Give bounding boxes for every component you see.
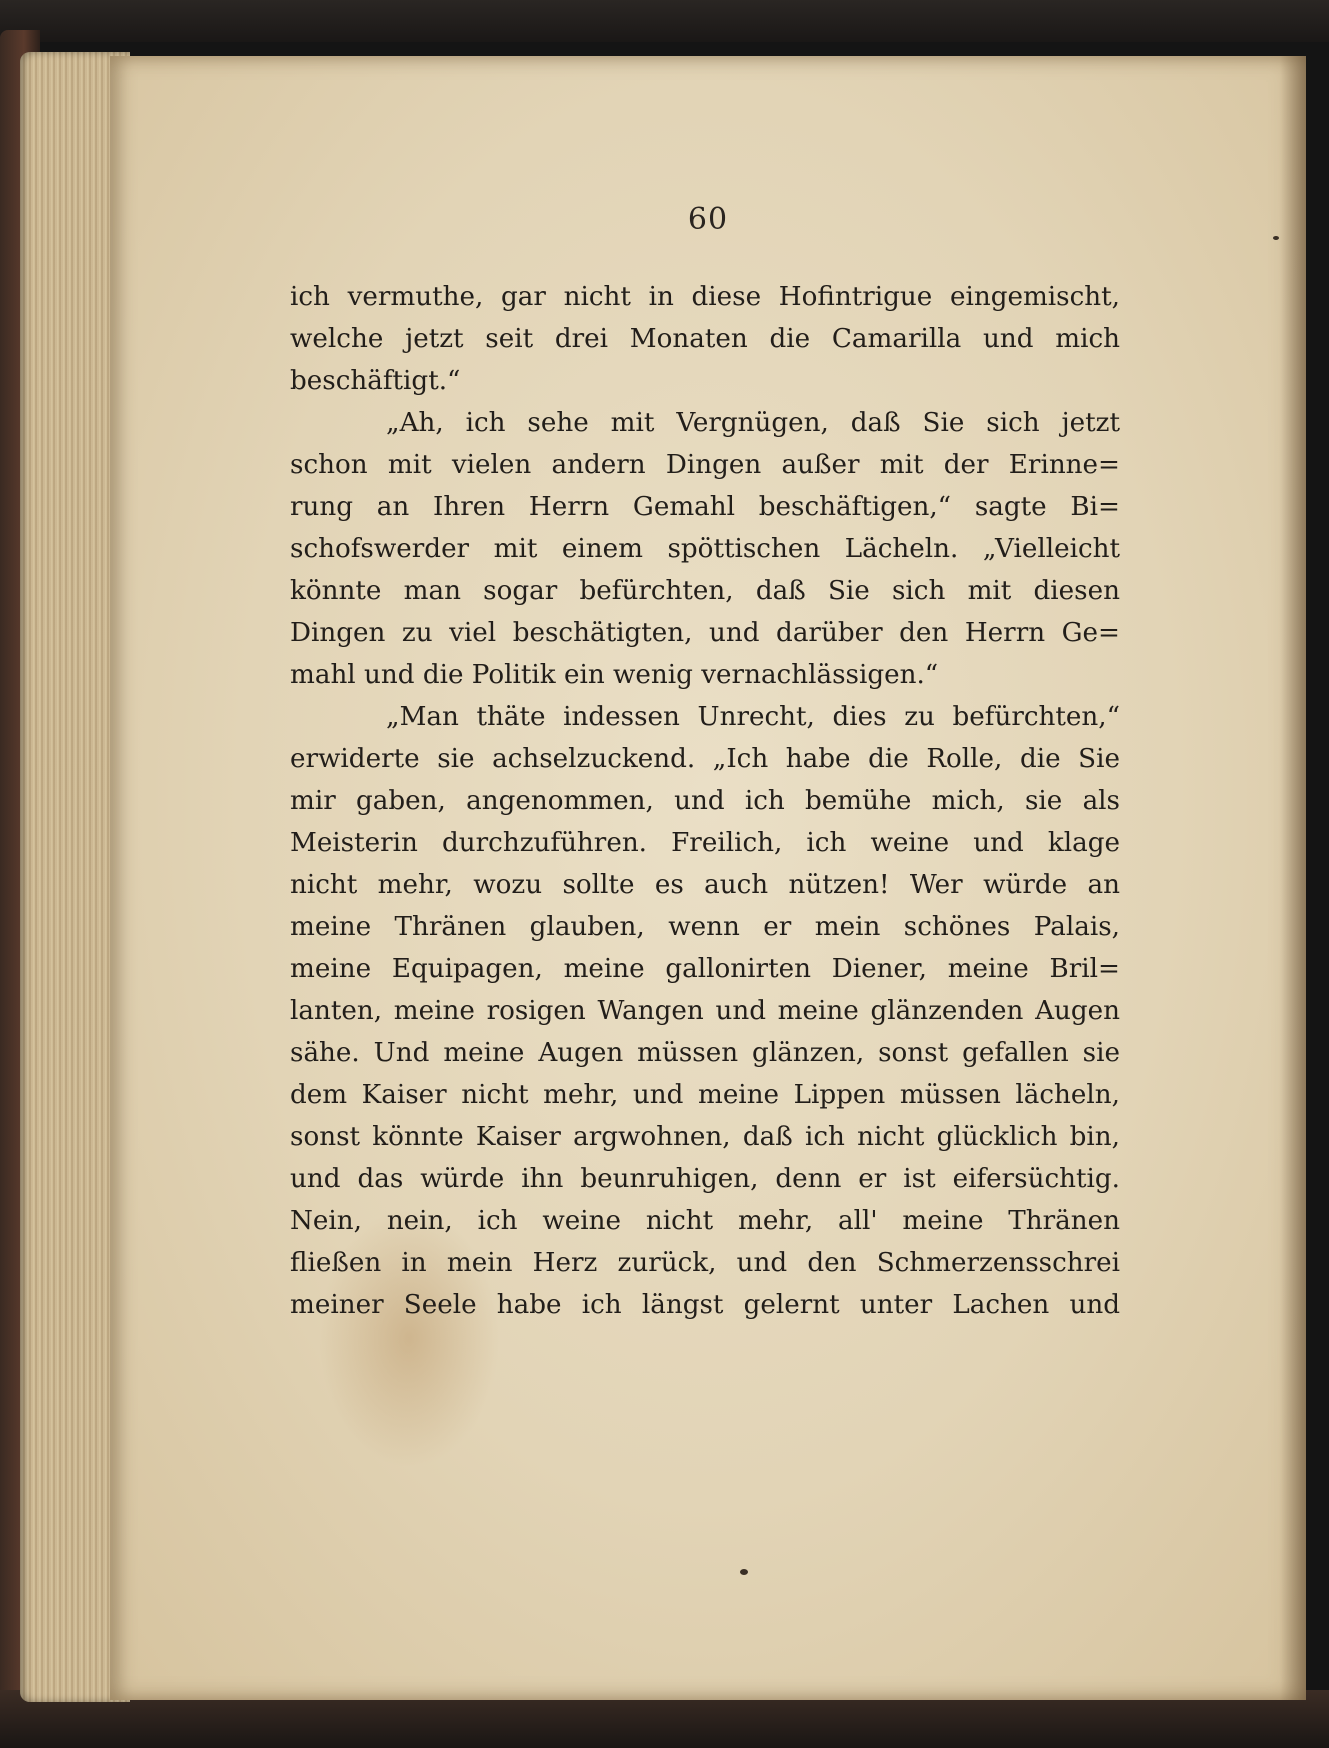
text-line: meiner Seele habe ich längst gelernt unter Lachen und bbox=[290, 1290, 1120, 1320]
text-line: welche jetzt seit drei Monaten die Camarilla und mich bbox=[290, 324, 1120, 354]
text-line: ich vermuthe, gar nicht in diese Hofintrigue eingemischt, bbox=[290, 282, 1120, 312]
text-line: mahl und die Politik ein wenig vernachlässigen.“ bbox=[290, 660, 939, 690]
text-line: mir gaben, angenommen, und ich bemühe mich, sie als bbox=[290, 786, 1120, 816]
text-line: „Man thäte indessen Unrecht, dies zu befürchten,“ bbox=[386, 702, 1120, 732]
text-line: meine Equipagen, meine gallonirten Diener, meine Bril= bbox=[290, 954, 1120, 984]
text-line: Meisterin durchzuführen. Freilich, ich weine und klage bbox=[290, 828, 1120, 858]
text-line: beschäftigt.“ bbox=[290, 366, 461, 396]
text-line: dem Kaiser nicht mehr, und meine Lippen müssen lächeln, bbox=[290, 1080, 1120, 1110]
book-page bbox=[110, 56, 1306, 1700]
text-line: sonst könnte Kaiser argwohnen, daß ich nicht glücklich bin, bbox=[290, 1122, 1120, 1152]
text-line: schon mit vielen andern Dingen außer mit der Erinne= bbox=[290, 450, 1120, 480]
text-line: schofswerder mit einem spöttischen Lächeln. „Vielleicht bbox=[290, 534, 1120, 564]
ink-speck bbox=[740, 1569, 748, 1575]
text-line: sähe. Und meine Augen müssen glänzen, sonst gefallen sie bbox=[290, 1038, 1120, 1068]
text-line: meine Thränen glauben, wenn er mein schönes Palais, bbox=[290, 912, 1120, 942]
page-shadow bbox=[1280, 56, 1306, 1700]
text-line: „Ah, ich sehe mit Vergnügen, daß Sie sich jetzt bbox=[386, 408, 1120, 438]
text-line: lanten, meine rosigen Wangen und meine glänzenden Augen bbox=[290, 996, 1120, 1026]
page-number: 60 bbox=[687, 202, 729, 237]
text-line: und das würde ihn beunruhigen, denn er ist eifersüchtig. bbox=[290, 1164, 1120, 1194]
body-text bbox=[290, 276, 1120, 1326]
text-line: nicht mehr, wozu sollte es auch nützen! Wer würde an bbox=[290, 870, 1120, 900]
text-line: Nein, nein, ich weine nicht mehr, all' meine Thränen bbox=[290, 1206, 1120, 1236]
text-line: erwiderte sie achselzuckend. „Ich habe die Rolle, die Sie bbox=[290, 744, 1120, 774]
text-line: könnte man sogar befürchten, daß Sie sich mit diesen bbox=[290, 576, 1120, 606]
book-cover-top bbox=[0, 0, 1329, 42]
text-line: rung an Ihren Herrn Gemahl beschäftigen,“ sagte Bi= bbox=[290, 492, 1120, 522]
text-line: Dingen zu viel beschätigten, und darüber den Herrn Ge= bbox=[290, 618, 1120, 648]
text-line: fließen in mein Herz zurück, und den Schmerzensschrei bbox=[290, 1248, 1120, 1278]
ink-speck bbox=[1273, 236, 1279, 240]
